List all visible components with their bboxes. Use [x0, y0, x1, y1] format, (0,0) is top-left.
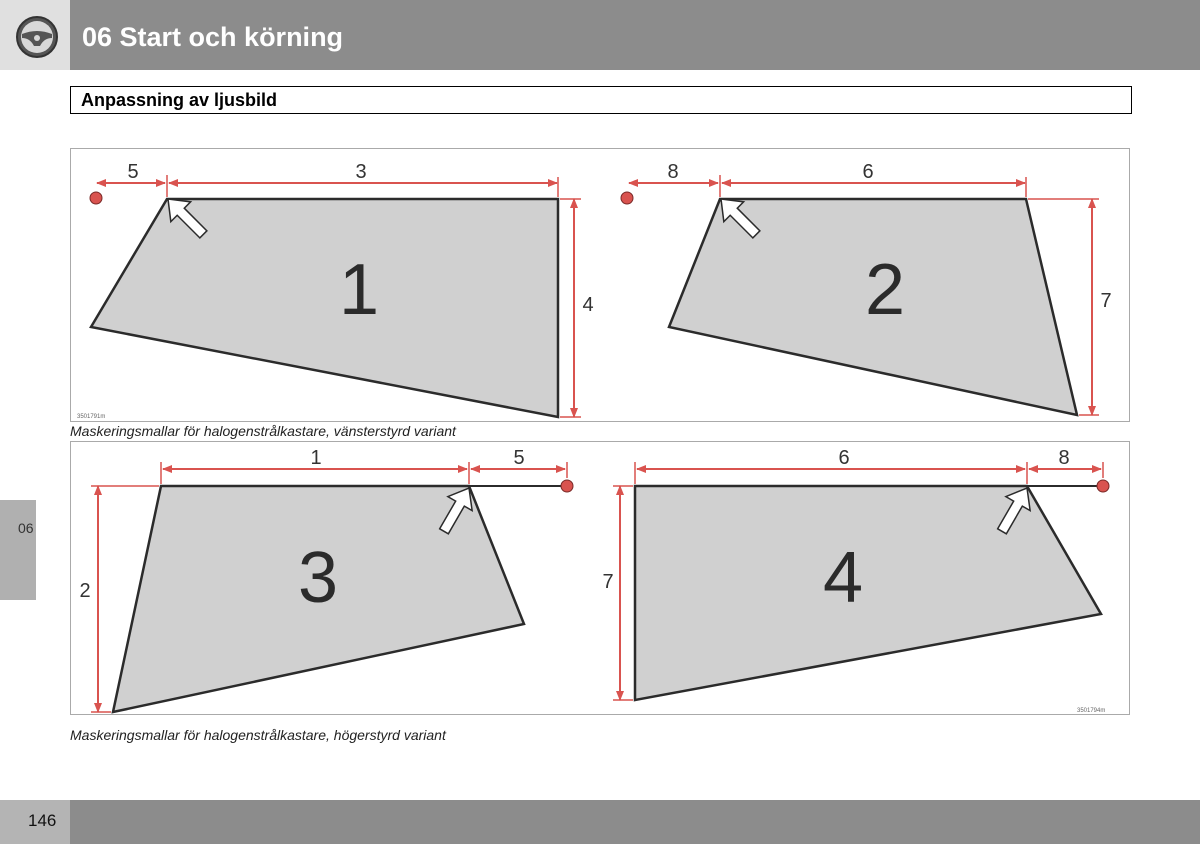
figure-right-hand-drive — [70, 441, 1130, 715]
mask-shape — [635, 486, 1101, 700]
mask-shape — [91, 199, 558, 417]
dimension-label: 7 — [1100, 290, 1112, 312]
dimension-label: 6 — [838, 447, 850, 469]
steering-wheel-icon — [0, 0, 70, 70]
dimension-label: 1 — [310, 447, 322, 469]
figure-2-drawing — [71, 442, 1131, 716]
chapter-logo-box — [0, 0, 70, 70]
mask-panel-4 — [602, 447, 1109, 700]
dimension-label: 3 — [355, 161, 367, 183]
reference-point-icon — [90, 192, 102, 204]
footer-bar — [70, 800, 1200, 844]
dimension-label: 4 — [582, 294, 594, 316]
figure-left-hand-drive — [70, 148, 1130, 422]
chapter-side-tab-label: 06 — [18, 520, 34, 536]
chapter-title: 06 Start och körning — [82, 22, 344, 52]
mask-number: 1 — [338, 250, 380, 330]
mask-panel-1 — [90, 161, 594, 417]
dimension-label: 7 — [602, 571, 614, 593]
figure-1-drawing — [71, 149, 1131, 423]
image-code: 3501794m — [1077, 708, 1106, 714]
figure-caption: Maskeringsmallar för halogenstrålkastare, vänsterstyrd variant — [70, 423, 456, 439]
figure-caption: Maskeringsmallar för halogenstrålkastare, högerstyrd variant — [70, 727, 446, 743]
mask-number: 3 — [297, 538, 339, 618]
chapter-side-tab — [0, 500, 36, 600]
mask-number: 4 — [822, 538, 864, 618]
mask-panel-3 — [79, 447, 573, 712]
dimension-label: 8 — [667, 161, 679, 183]
dimension-label: 8 — [1058, 447, 1070, 469]
section-heading-box — [70, 86, 1132, 114]
reference-point-icon — [621, 192, 633, 204]
dimension-label: 2 — [79, 580, 91, 602]
mask-number: 2 — [864, 250, 906, 330]
reference-point-icon — [1097, 480, 1109, 492]
mask-panel-2 — [621, 161, 1112, 415]
image-code: 3501791m — [77, 414, 106, 420]
dimension-label: 5 — [513, 447, 525, 469]
reference-point-icon — [561, 480, 573, 492]
dimension-label: 6 — [862, 161, 874, 183]
section-title: Anpassning av ljusbild — [81, 90, 278, 110]
dimension-label: 5 — [127, 161, 139, 183]
page-number: 146 — [28, 811, 57, 830]
